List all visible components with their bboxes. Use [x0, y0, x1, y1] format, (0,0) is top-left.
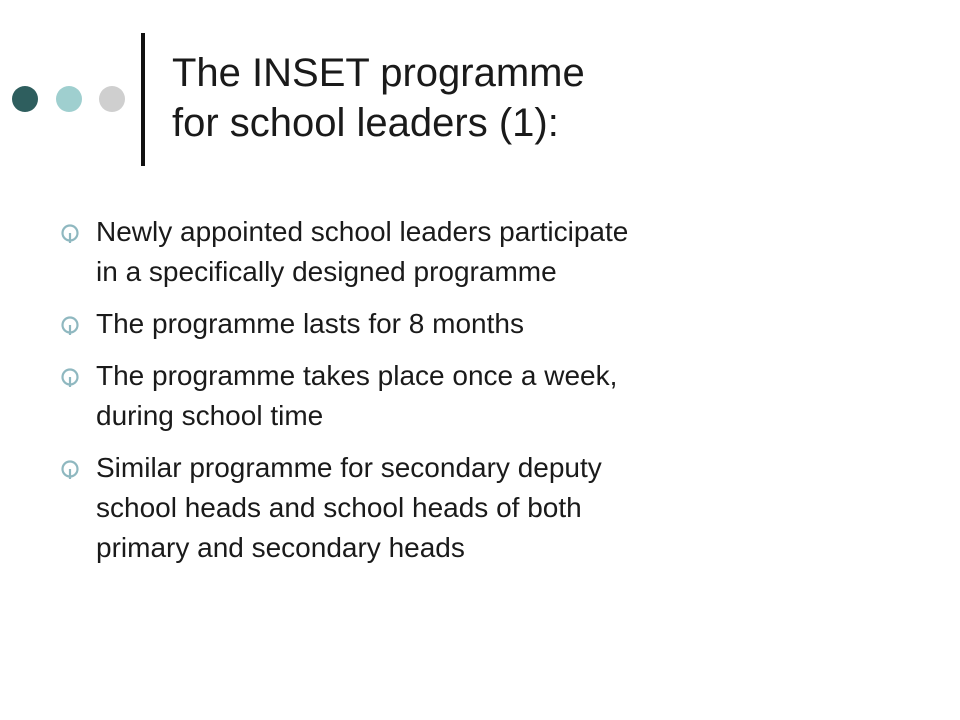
bullet-point-icon [60, 459, 80, 479]
decorative-dot-icon [12, 86, 38, 112]
bullet-line: The programme takes place once a week, [96, 360, 618, 391]
bullet-list [60, 212, 920, 580]
bullet-item [60, 448, 920, 568]
bullet-text [96, 212, 920, 292]
slide-title-line: The INSET programme [172, 51, 585, 95]
decorative-dot-icon [99, 86, 125, 112]
bullet-line: during school time [96, 400, 324, 431]
title-divider [141, 33, 145, 166]
bullet-point-icon [60, 367, 80, 387]
bullet-item [60, 356, 920, 436]
bullet-text [96, 304, 920, 344]
bullet-point-icon [60, 223, 80, 243]
bullet-text [96, 356, 920, 436]
bullet-line: The programme lasts for 8 months [96, 308, 524, 339]
bullet-line: school heads and school heads of both [96, 492, 582, 523]
bullet-item [60, 304, 920, 344]
bullet-point-icon [60, 315, 80, 335]
slide-title [172, 48, 932, 148]
bullet-text [96, 448, 920, 568]
bullet-line: in a specifically designed programme [96, 256, 557, 287]
bullet-item [60, 212, 920, 292]
bullet-line: Newly appointed school leaders participate [96, 216, 629, 247]
slide-title-line: for school leaders (1): [172, 101, 559, 145]
bullet-line: primary and secondary heads [96, 532, 465, 563]
bullet-line: Similar programme for secondary deputy [96, 452, 602, 483]
decorative-dot-icon [56, 86, 82, 112]
